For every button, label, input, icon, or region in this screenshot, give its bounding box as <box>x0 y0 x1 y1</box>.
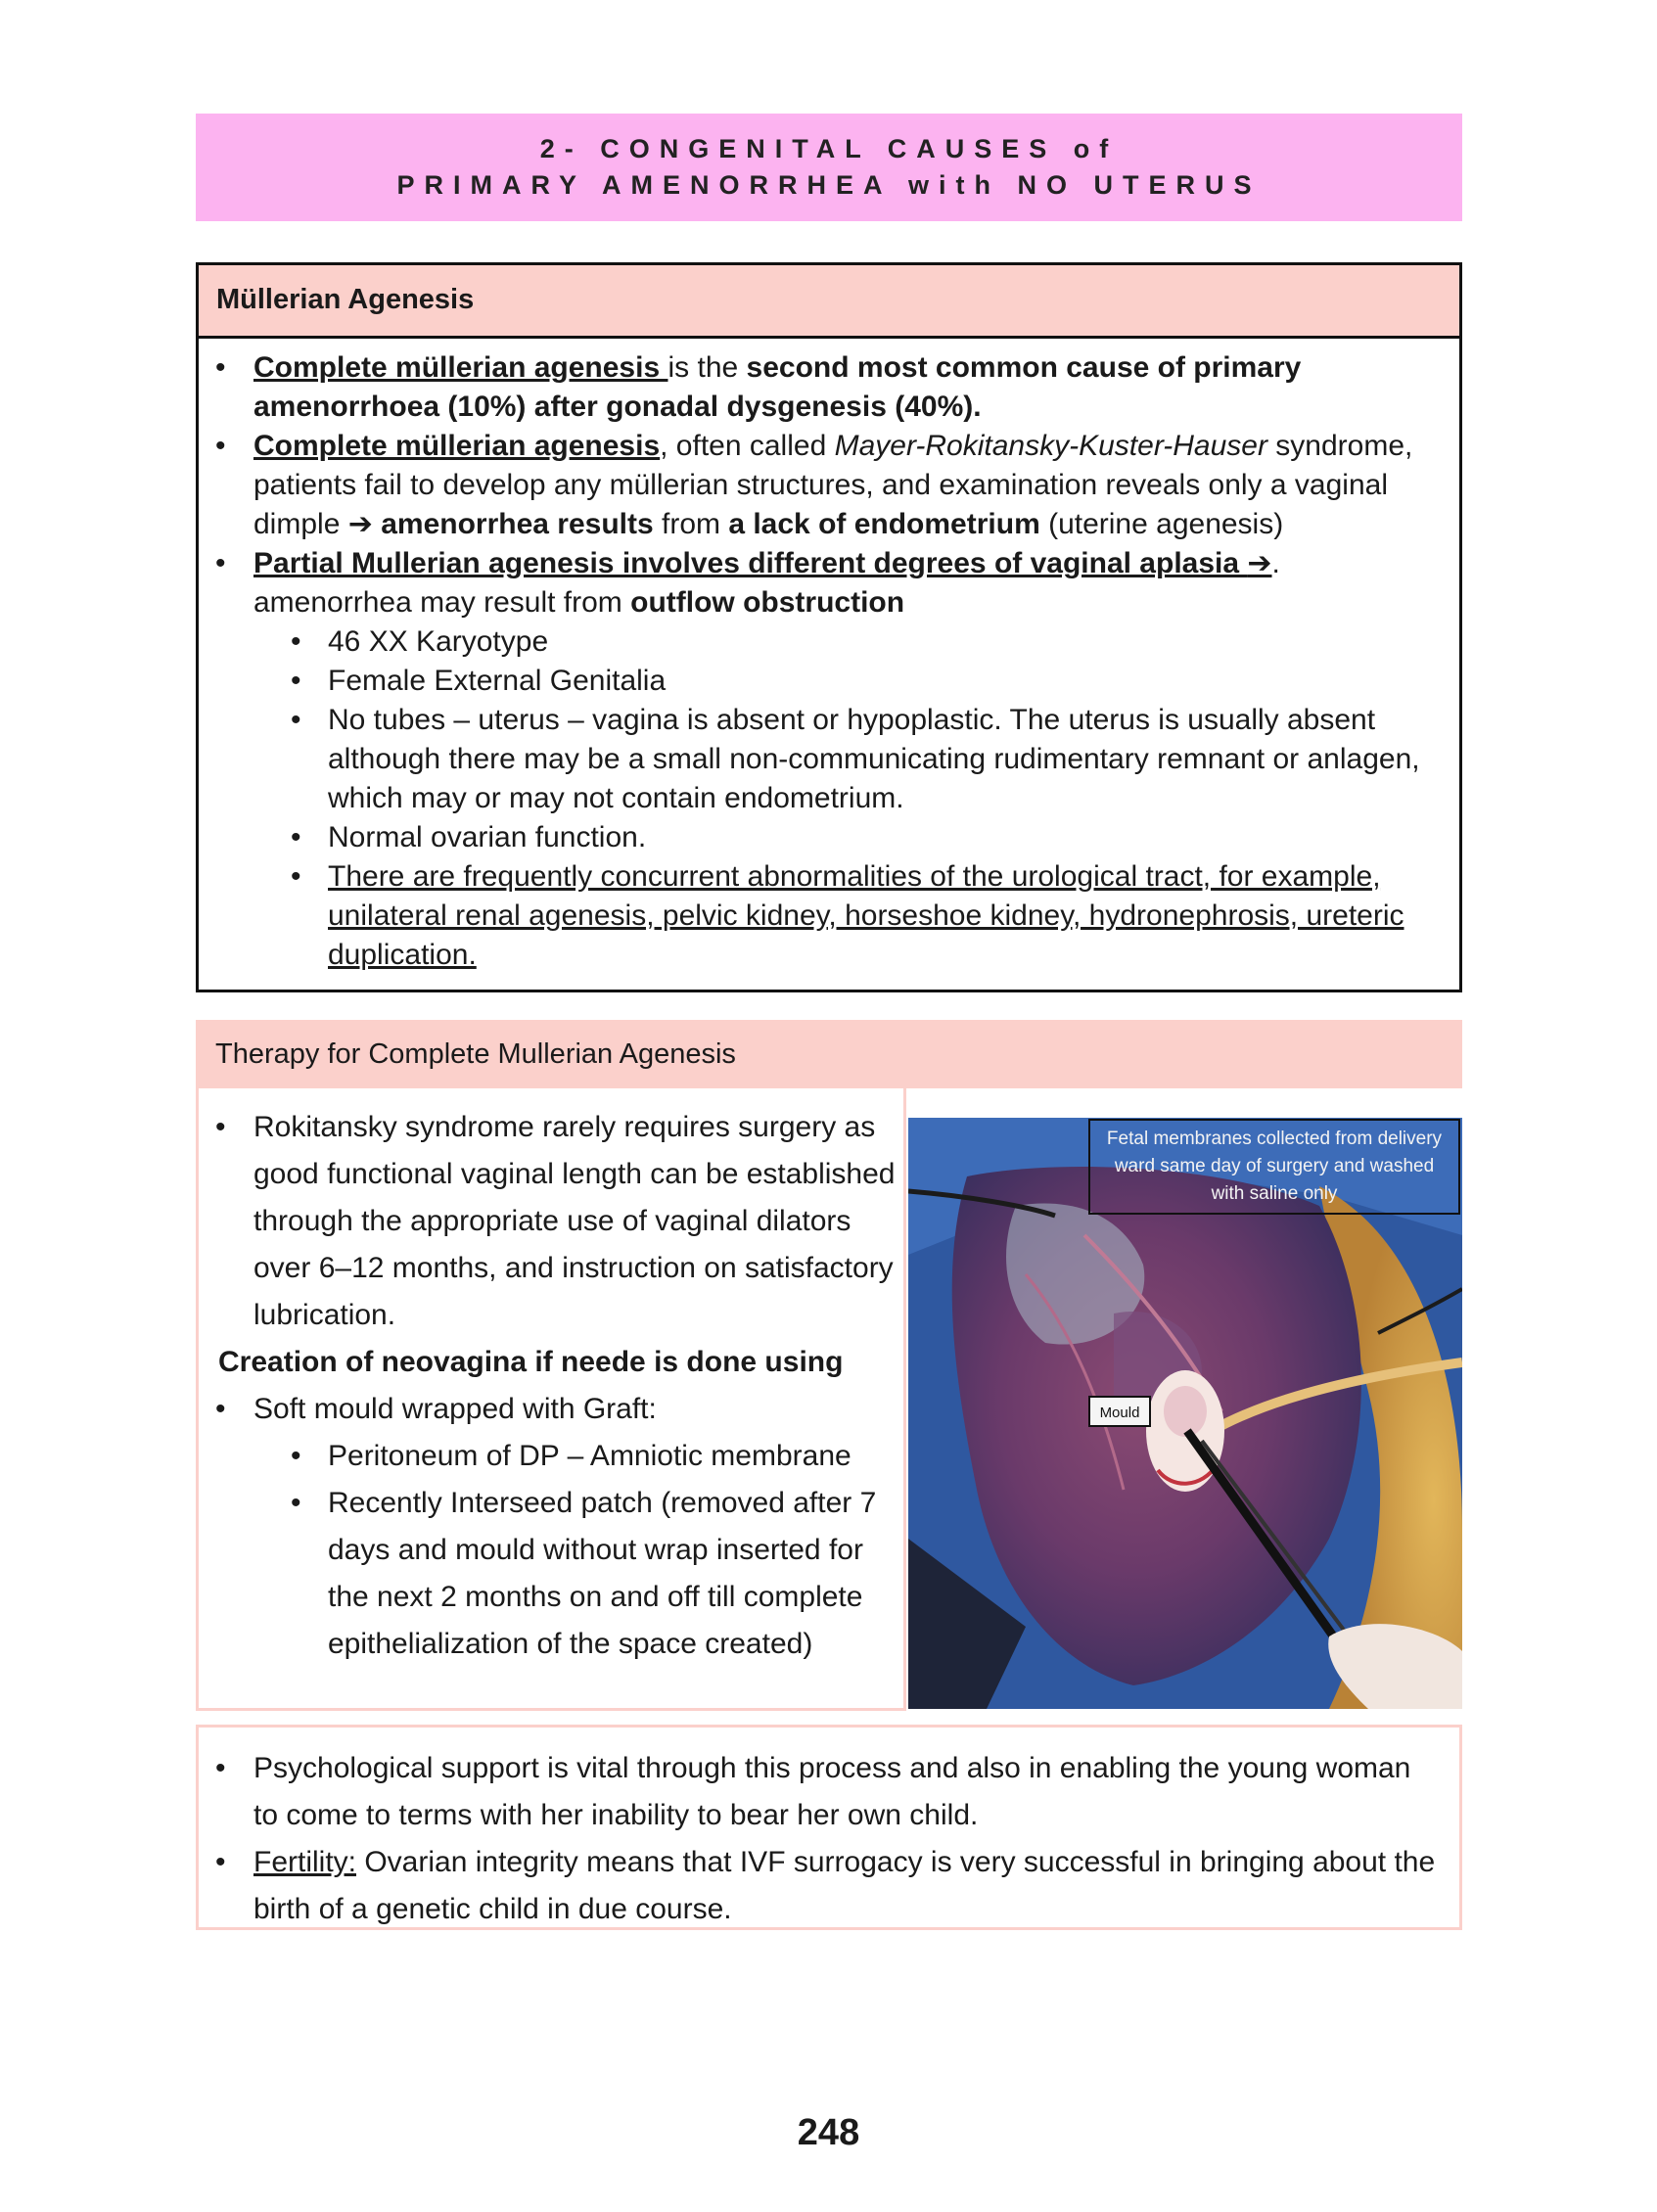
support-box <box>196 1725 1462 1930</box>
list-item: • Recently Interseed patch (removed after 7 days and mould without wrap inserted for the next 2 months on and off till complete epithelialization of the space created) <box>199 1480 903 1668</box>
mullerian-sub-list <box>199 622 1430 975</box>
therapy-body <box>196 1088 906 1711</box>
list-item: • Female External Genitalia <box>199 662 1430 701</box>
mullerian-agenesis-box <box>196 262 1462 992</box>
figure-caption: Fetal membranes collected from delivery ward same day of surgery and washed with saline only <box>1106 1129 1443 1204</box>
section-header-line-2: PRIMARY AMENORRHEA with NO UTERUS <box>396 170 1262 200</box>
list-item: • There are frequently concurrent abnormalities of the urological tract, for example, unilateral renal agenesis, pelvic kidney, horseshoe kidney, hydronephrosis, ureteric duplication. <box>199 857 1430 975</box>
list-item: • Complete müllerian agenesis is the second most common cause of primary amenorrhoea (10%) after gonadal dysgenesis (40%). <box>199 348 1430 427</box>
b1-underlined: Complete müllerian agenesis <box>253 351 668 384</box>
list-item: • Peritoneum of DP – Amniotic membrane <box>199 1433 903 1480</box>
list-item: • Rokitansky syndrome rarely requires surgery as good functional vaginal length can be established through the appropriate use of vaginal dilators over 6–12 months, and instruction on satisfactory lubrication. <box>199 1104 903 1339</box>
therapy-title: Therapy for Complete Mullerian Agenesis <box>196 1020 1462 1088</box>
section-header-line-1: 2- CONGENITAL CAUSES of <box>539 134 1119 163</box>
list-item: • Complete müllerian agenesis, often called Mayer-Rokitansky-Kuster-Hauser syndrome, patients fail to develop any müllerian structures, and examination reveals only a vaginal dimple ➔ amenorrhea results from a lack of endometrium (uterine agenesis) <box>199 427 1430 544</box>
section-header <box>196 114 1462 221</box>
mullerian-agenesis-title: Müllerian Agenesis <box>199 265 1459 339</box>
list-item: • Normal ovarian function. <box>199 818 1430 857</box>
neovagina-subheading: Creation of neovagina if neede is done using <box>218 1346 844 1378</box>
list-item: • Partial Mullerian agenesis involves different degrees of vaginal aplasia ➔. amenorrhea may result from outflow obstruction <box>199 544 1430 622</box>
mullerian-bullet-list <box>199 348 1430 622</box>
list-item: • Soft mould wrapped with Graft: <box>199 1386 903 1433</box>
list-item: • 46 XX Karyotype <box>199 622 1430 662</box>
list-item: • No tubes – uterus – vagina is absent or hypoplastic. The uterus is usually absent although there may be a small non-communicating rudimentary remnant or anlagen, which may or may not contain endometrium. <box>199 701 1430 818</box>
page-number: 248 <box>797 2112 860 2153</box>
surgical-photo <box>908 1118 1462 1709</box>
mould-label: Mould <box>1099 1405 1140 1421</box>
right-arrow-icon: ➔ <box>347 508 373 540</box>
list-item: • Psychological support is vital through this process and also in enabling the young woman to come to terms with her inability to bear her own child. <box>199 1745 1440 1839</box>
list-item: • Fertility: Ovarian integrity means that IVF surrogacy is very successful in bringing about the birth of a genetic child in due course. <box>199 1839 1440 1933</box>
therapy-box <box>196 1020 1462 1711</box>
right-arrow-icon: ➔ <box>1247 547 1272 579</box>
